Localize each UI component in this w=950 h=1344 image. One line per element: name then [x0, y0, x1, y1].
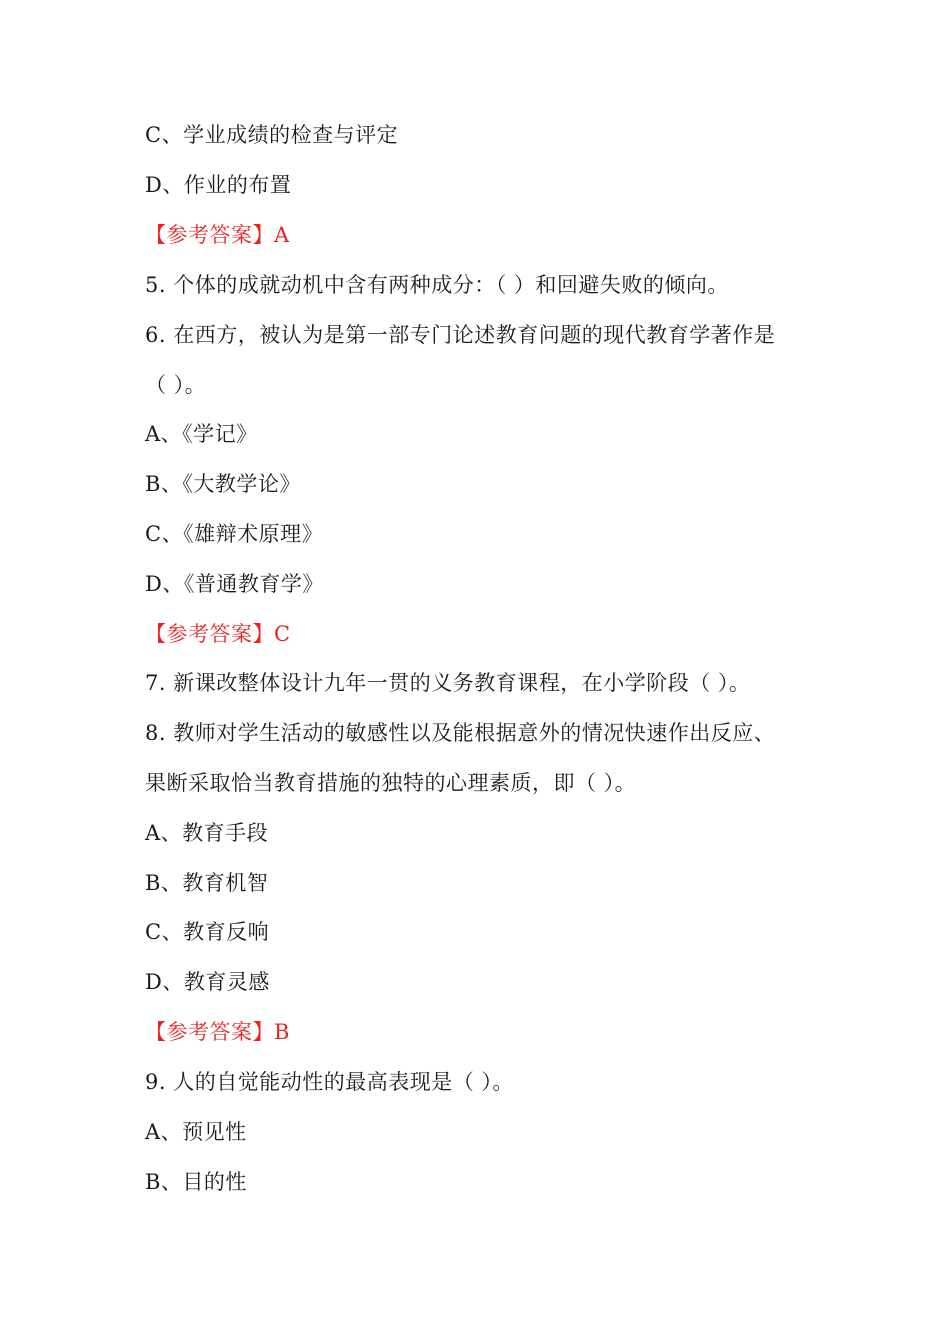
option-c-line: C、学业成绩的检查与评定	[145, 123, 399, 147]
question-7: 7. 新课改整体设计九年一贯的义务教育课程，在小学阶段（ ）。	[145, 671, 751, 695]
question-8-continued: 果断采取恰当教育措施的独特的心理素质，即（ ）。	[145, 771, 637, 795]
option-b-line: B、《大教学论》	[145, 472, 301, 496]
option-c-line: C、《雄辩术原理》	[145, 522, 324, 546]
answer-line: 【参考答案】C	[145, 622, 291, 646]
option-a-line: A、教育手段	[145, 821, 269, 845]
option-a-line: A、《学记》	[145, 422, 258, 446]
question-5: 5. 个体的成就动机中含有两种成分：（ ）和回避失败的倾向。	[145, 273, 729, 297]
answer-line: 【参考答案】B	[145, 1020, 290, 1044]
option-c-line: C、教育反响	[145, 920, 270, 944]
option-d-line: D、教育灵感	[145, 970, 270, 994]
option-d-line: D、《普通教育学》	[145, 572, 324, 596]
question-8: 8. 教师对学生活动的敏感性以及能根据意外的情况快速作出反应、	[145, 721, 776, 745]
option-b-line: B、教育机智	[145, 871, 269, 895]
question-6-continued: （ ）。	[145, 373, 207, 397]
question-6: 6. 在西方，被认为是第一部专门论述教育问题的现代教育学著作是	[145, 323, 776, 347]
option-b-line: B、目的性	[145, 1170, 247, 1194]
question-9: 9. 人的自觉能动性的最高表现是（ ）。	[145, 1070, 514, 1094]
option-a-line: A、预见性	[145, 1120, 247, 1144]
option-d-line: D、作业的布置	[145, 173, 292, 197]
answer-line: 【参考答案】A	[145, 223, 290, 247]
